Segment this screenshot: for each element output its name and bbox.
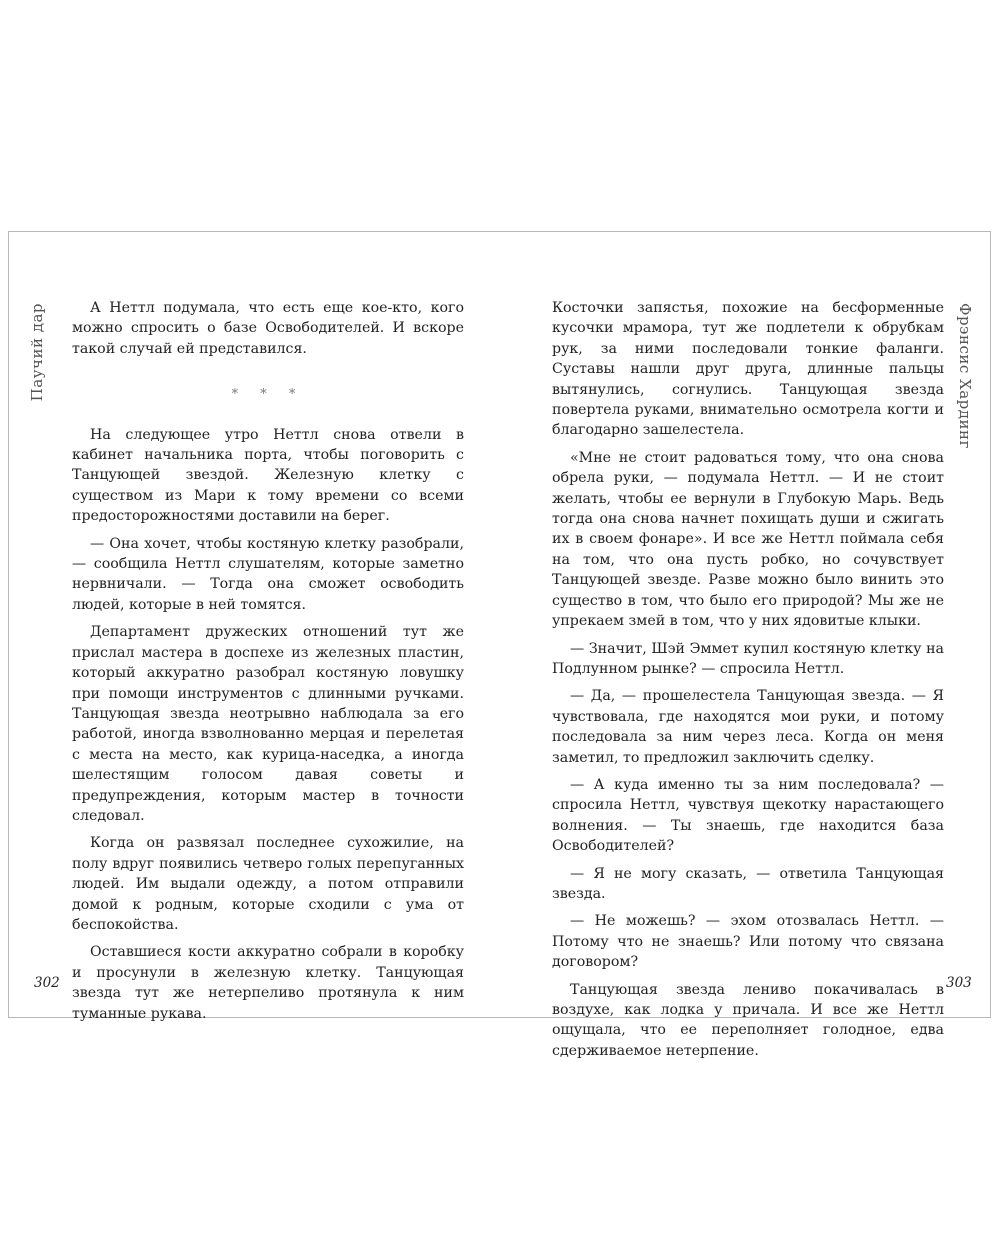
paragraph: Оставшиеся кости аккуратно собрали в коробку и просунули в железную клетку. Танцующая звезда тут же нетерпеливо протянула к ним туманные рукава.: [72, 944, 464, 1022]
paragraph: — Да, — прошелестела Танцующая звезда. — Я чувствовала, где находятся мои руки, и потому последовала за ним через леса. Когда он меня заметил, то предложил заключить сделку.: [552, 688, 944, 766]
book-spread: [8, 231, 991, 1059]
right-page: [552, 298, 944, 1068]
paragraph: А Неттл подумала, что есть еще кое-кто, кого можно спросить о базе Освободителей. И вскоре такой случай ей представился.: [72, 300, 464, 357]
right-running-head: Фрэнсис Хардинг: [956, 303, 974, 449]
paragraph: «Мне не стоит радоваться тому, что она снова обрела руки, — подумала Неттл. — И не стоит желать, чтобы ее вернули в Глубокую Марь. Ведь тогда она снова начнет похищать души и сжигать их в своем фонаре». И все же Неттл поймала себя на том, что она пусть робко, но сочувствует Танцующей звезде. Разве можно было винить это существо в том, что было его природой? Мы же не упрекаем змей в том, что у них ядовитые клыки.: [552, 449, 944, 630]
section-separator: * * *: [231, 387, 305, 403]
paragraph: Когда он развязал последнее сухожилие, на полу вдруг появились четверо голых перепуганных людей. Им выдали одежду, а потом отправили домой к родным, которые сходили с ума от беспокойства.: [72, 835, 464, 933]
paragraph: — Я не могу сказать, — ответила Танцующая звезда.: [552, 865, 944, 902]
paragraph: Департамент дружеских отношений тут же прислал мастера в доспехе из железных пластин, который аккуратно разобрал костяную ловушку при помощи инструментов с длинными ручками. Танцующая звезда неотрывно наблюдала за его работой, иногда взволнованно мерцая и перелетая с места на место, как курица-наседка, а иногда шелестящим голосом давая советы и предупреждения, которым мастер в точности следовал.: [72, 624, 464, 824]
paragraph: Косточки запястья, похожие на бесформенные кусочки мрамора, тут же подлетели к обрубкам рук, за ними последовали тонкие фаланги. Суставы нашли друг друга, длинные пальцы вытянулись, согнулись. Танцующая звезда повертела руками, внимательно осмотрела когти и благодарно зашелестела.: [552, 300, 944, 439]
paragraph: — Она хочет, чтобы костяную клетку разобрали, — сообщила Неттл слушателям, которые заметно нервничали. — Тогда она сможет освободить людей, которые в ней томятся.: [72, 535, 464, 613]
left-page: [72, 298, 464, 1031]
paragraph: На следующее утро Неттл снова отвели в кабинет начальника порта, чтобы поговорить с Танцующей звездой. Железную клетку с существом из Мари к тому времени со всеми предосторожностями доставили на берег.: [72, 426, 464, 525]
paragraph: — Значит, Шэй Эммет купил костяную клетку на Подлунном рынке? — спросила Неттл.: [552, 640, 944, 677]
paragraph: Танцующая звезда лениво покачивалась в воздухе, как лодка у причала. И все же Неттл ощущала, что ее переполняет голодное, едва сдерживаемое нетерпение.: [552, 981, 944, 1059]
right-page-number: 303: [946, 975, 972, 991]
paragraph: — А куда именно ты за ним последовала? — спросила Неттл, чувствуя щекотку нарастающего волнения. — Ты знаешь, где находится база Освободителей?: [552, 776, 944, 855]
paragraph: — Не можешь? — эхом отозвалась Неттл. — Потому что не знаешь? Или потому что связана договором?: [552, 913, 944, 971]
left-page-number: 302: [34, 975, 60, 991]
left-running-head: Паучий дар: [28, 303, 46, 402]
